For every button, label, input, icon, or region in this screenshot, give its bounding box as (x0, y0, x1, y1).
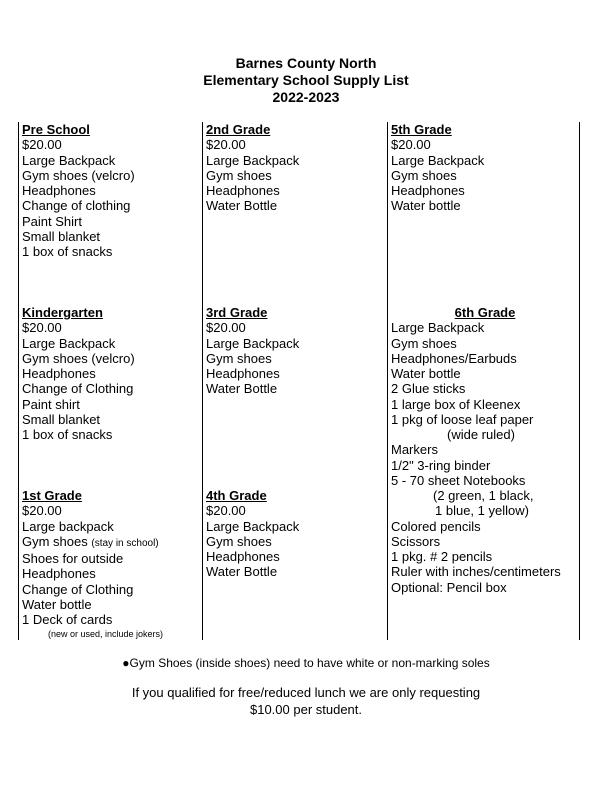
list-item: 2 Glue sticks (391, 381, 466, 397)
list-item: 1 Deck of cards (22, 612, 113, 627)
bullet-icon: ● (122, 656, 130, 670)
list-item: Headphones (206, 549, 280, 564)
list-item: Water bottle (391, 366, 461, 381)
kindergarten-list (22, 305, 135, 442)
list-item: Scissors (391, 533, 441, 549)
list-item-note: (wide ruled) (447, 427, 515, 442)
cards-note: (new or used, include jokers) (48, 629, 164, 640)
preschool-heading: Pre School (22, 122, 90, 137)
gym-shoes-note-line (0, 656, 612, 670)
list-item: Large backpack (22, 518, 114, 534)
list-item: 1 pkg of loose leaf paper (391, 411, 534, 427)
fourth-grade-list (206, 488, 299, 580)
list-item: Gym shoes (391, 167, 457, 183)
school-year: 2022-2023 (272, 89, 340, 105)
preschool-list (22, 122, 135, 259)
list-item: 1 pkg. # 2 pencils (391, 549, 493, 564)
list-item-note: (2 green, 1 black, (433, 488, 534, 503)
third-grade-heading: 3rd Grade (206, 305, 268, 320)
column-divider-1 (202, 122, 203, 640)
list-item: Paint Shirt (22, 213, 82, 229)
list-item: Small blanket (22, 228, 101, 244)
list-item: $20.00 (22, 320, 62, 336)
list-item: Gym shoes (391, 335, 457, 351)
list-item: Large Backpack (22, 335, 116, 351)
list-item: $20.00 (22, 503, 62, 519)
third-grade-list (206, 305, 299, 397)
list-item: Optional: Pencil box (391, 579, 507, 595)
list-item: $20.00 (391, 137, 431, 153)
list-item (22, 534, 163, 551)
list-item: Change of clothing (22, 198, 131, 214)
list-item: Headphones (22, 566, 96, 582)
list-item: Headphones (206, 366, 280, 381)
list-item: 1 box of snacks (22, 427, 113, 442)
list-item: Paint shirt (22, 396, 80, 412)
second-grade-heading: 2nd Grade (206, 122, 271, 137)
list-item: Water bottle (391, 198, 461, 214)
list-item: Large Backpack (391, 152, 485, 168)
list-item: $20.00 (22, 137, 62, 153)
list-item: Gym shoes (206, 350, 272, 366)
reduced-lunch-note-line1: If you qualified for free/reduced lunch we are only requesting (131, 685, 481, 700)
list-item: Markers (391, 442, 438, 458)
list-item: Water Bottle (206, 198, 278, 214)
list-item: 1 large box of Kleenex (391, 396, 521, 412)
list-item: Headphones/Earbuds (391, 350, 517, 366)
list-item: 1/2" 3-ring binder (391, 457, 491, 473)
list-item: $20.00 (206, 137, 246, 153)
list-item: Headphones (206, 183, 280, 198)
document-title: Barnes County North (235, 55, 377, 71)
list-item: 5 - 70 sheet Notebooks (391, 472, 526, 488)
kindergarten-heading: Kindergarten (22, 305, 103, 320)
list-item: Large Backpack (206, 152, 300, 168)
list-item: Large Backpack (391, 320, 485, 336)
list-item: Headphones (391, 183, 465, 198)
sixth-grade-heading: 6th Grade (454, 305, 516, 320)
list-item: Gym shoes (206, 167, 272, 183)
list-item: $20.00 (206, 503, 246, 519)
gym-shoes-label: Gym shoes (22, 533, 88, 549)
second-grade-list (206, 122, 299, 214)
fifth-grade-list (391, 122, 484, 214)
reduced-lunch-note-line2: $10.00 per student. (249, 702, 363, 717)
list-item: Change of Clothing (22, 381, 134, 397)
fifth-grade-heading: 5th Grade (391, 122, 452, 137)
gym-shoes-note: (stay in school) (91, 537, 159, 549)
list-item: Gym shoes (206, 533, 272, 549)
list-item: Colored pencils (391, 518, 481, 534)
column-divider-2 (387, 122, 388, 640)
list-item: Water bottle (22, 596, 92, 612)
list-item: Ruler with inches/centimeters (391, 564, 561, 580)
first-grade-heading: 1st Grade (22, 488, 82, 503)
document-subtitle: Elementary School Supply List (203, 72, 409, 88)
list-item: Water Bottle (206, 564, 278, 580)
list-item: Large Backpack (22, 152, 116, 168)
list-item: Water Bottle (206, 381, 278, 397)
list-item: Change of Clothing (22, 581, 134, 597)
list-item: Large Backpack (206, 335, 300, 351)
table-border-left (18, 122, 19, 640)
fourth-grade-heading: 4th Grade (206, 488, 267, 503)
list-item: Headphones (22, 366, 96, 381)
list-item: Large Backpack (206, 518, 300, 534)
list-item: Small blanket (22, 411, 101, 427)
list-item: 1 box of snacks (22, 244, 113, 259)
list-item: Headphones (22, 183, 96, 198)
list-item: Gym shoes (velcro) (22, 350, 135, 366)
list-item-note: 1 blue, 1 yellow) (435, 503, 529, 519)
sixth-grade-list (389, 305, 581, 595)
list-item: Shoes for outside (22, 551, 124, 566)
list-item: Gym shoes (velcro) (22, 167, 135, 183)
list-item: $20.00 (206, 320, 246, 336)
gym-shoes-note-text: Gym Shoes (inside shoes) need to have white or non-marking soles (129, 656, 490, 670)
first-grade-list (22, 488, 163, 643)
